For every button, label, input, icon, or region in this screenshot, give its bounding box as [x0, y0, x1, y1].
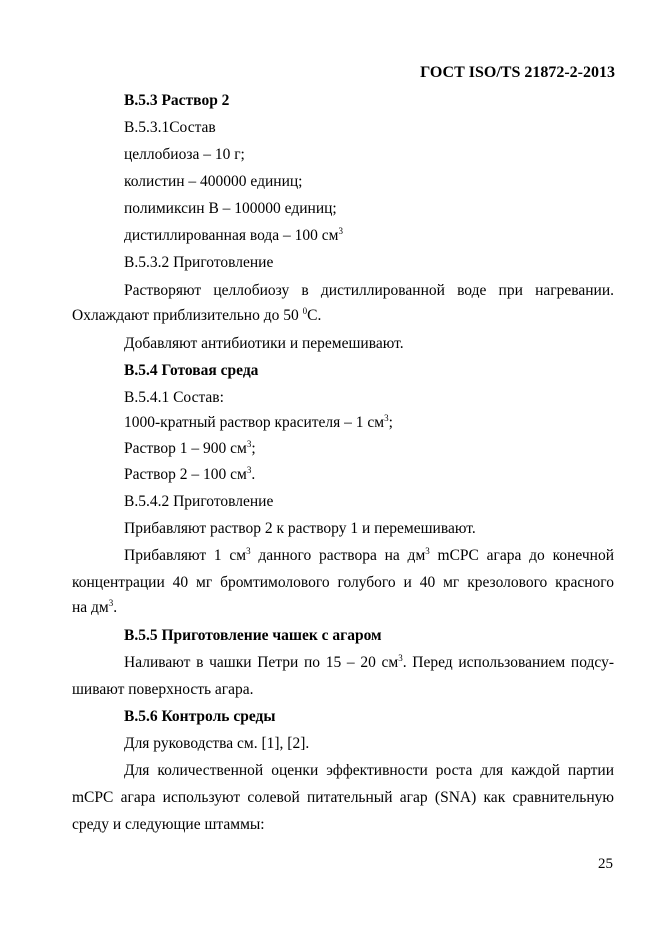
paragraph-dissolve-line1: Растворяют целлобиозу в дистиллированной воде при нагревании.	[124, 282, 614, 299]
subsection-b5542: B.5.4.2 Приготовление	[124, 493, 274, 510]
item-dye-solution: 1000-кратный раствор красителя – 1 $см^3$;	[124, 413, 393, 431]
section-b553-title: B.5.3 Раствор 2	[124, 92, 230, 109]
subsection-b5541: B.5.4.1 Состав:	[124, 389, 224, 406]
item-water: дистиллированная вода – 100 $см^3$	[124, 226, 343, 244]
paragraph-dissolve-line2: Охлаждают приблизительно до 50 $^0$С.	[72, 306, 322, 324]
paragraph-add-line1: Прибавляют 1 $см^3$ данного раствора на $дм^3$ mCPC агара до конечной	[124, 546, 614, 564]
paragraph-add-line2: концентрации 40 мг бромтимолового голубого и 40 мг крезолового красного	[72, 574, 614, 591]
paragraph-quant-line3: среду и следующие штаммы:	[72, 816, 265, 833]
section-b554-title: B.5.4 Готовая среда	[124, 362, 259, 379]
item-polymyxin: полимиксин В – 100000 единиц;	[124, 200, 337, 217]
paragraph-quant-line2: mCPC агара используют солевой питательный агар (SNA) как сравнительную	[72, 789, 614, 806]
item-cellobiose: целлобиоза – 10 г;	[124, 146, 245, 163]
item-colistin: колистин – 400000 единиц;	[124, 173, 303, 190]
page-number: 25	[598, 856, 613, 872]
paragraph-antibiotics: Добавляют антибиотики и перемешивают.	[124, 335, 404, 352]
document-header: ГОСТ ISO/TS 21872-2-2013	[420, 64, 615, 81]
paragraph-guide: Для руководства см. [1], [2].	[124, 735, 310, 752]
paragraph-add-2-to-1: Прибавляют раствор 2 к раствору 1 и перемешивают.	[124, 520, 476, 537]
item-solution-2: Раствор 2 – 100 $см^3$.	[124, 465, 256, 483]
paragraph-quant-line1: Для количественной оценки эффективности роста для каждой партии	[124, 762, 614, 779]
subsection-b5532: B.5.3.2 Приготовление	[124, 254, 274, 271]
paragraph-pour-line1: Наливают в чашки Петри по 15 – 20 $см^3$. Перед использованием подсу-	[124, 653, 614, 671]
subsection-b5531: B.5.3.1Состав	[124, 119, 216, 136]
item-solution-1: Раствор 1 – 900 $см^3$;	[124, 439, 256, 457]
section-b555-title: B.5.5 Приготовление чашек с агаром	[124, 627, 382, 644]
section-b556-title: B.5.6 Контроль среды	[124, 708, 276, 725]
paragraph-add-line3: на $дм^3$.	[72, 598, 118, 616]
paragraph-pour-line2: шивают поверхность агара.	[72, 681, 254, 698]
